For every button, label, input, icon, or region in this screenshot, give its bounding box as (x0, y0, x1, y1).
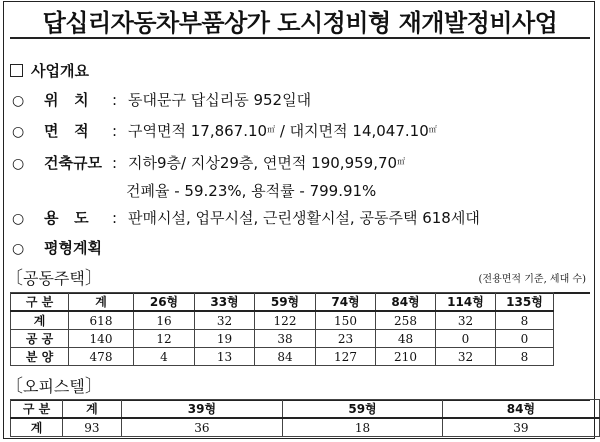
table-cell: 12 (134, 330, 195, 348)
location-value: 동대문구 답십리동 952일대 (128, 91, 312, 109)
table-cell: 13 (195, 348, 255, 366)
table-cell: 8 (496, 348, 554, 366)
site-area-value: 구역면적 17,867.10 (128, 122, 268, 140)
table-cell: 32 (195, 311, 255, 330)
overview-heading (10, 60, 89, 81)
table-cell: 4 (134, 348, 195, 366)
col-header: 구 분 (11, 293, 69, 312)
col-header: 계 (63, 400, 122, 419)
area-unit: ㎡ (267, 125, 276, 134)
col-header: 59형 (255, 293, 316, 312)
housing-heading-label: 공동주택 (23, 269, 85, 288)
officetel-heading (5, 372, 103, 398)
floors-value: 지하9층/ 지상29층, 연면적 190,959,70 (128, 154, 398, 172)
circle-bullet-icon: ○ (12, 211, 25, 227)
table-cell: 48 (376, 330, 436, 348)
info-scale (10, 152, 405, 173)
table-cell: 16 (134, 311, 195, 330)
circle-bullet-icon: ○ (12, 241, 25, 257)
col-header: 84형 (442, 400, 599, 419)
housing-heading (5, 264, 103, 290)
table-cell: 210 (376, 348, 436, 366)
table-cell: 23 (316, 330, 376, 348)
table-cell: 93 (63, 418, 122, 437)
row-header: 공 공 (11, 330, 69, 348)
table-cell: 32 (436, 311, 496, 330)
table-cell: 19 (195, 330, 255, 348)
table-cell: 0 (436, 330, 496, 348)
table-cell: 127 (316, 348, 376, 366)
col-header: 33형 (195, 293, 255, 312)
use-label: 용 도 (44, 209, 89, 227)
use-value: 판매시설, 업무시설, 근린생활시설, 공동주택 618세대 (128, 209, 480, 227)
circle-bullet-icon: ○ (12, 93, 25, 109)
circle-bullet-icon: ○ (12, 156, 25, 172)
table-cell: 258 (376, 311, 436, 330)
bracket-close: 〕 (84, 268, 103, 289)
col-header: 39형 (121, 400, 282, 419)
table-cell: 38 (255, 330, 316, 348)
colon: : (112, 91, 118, 109)
table-cell: 84 (255, 348, 316, 366)
row-header: 계 (11, 418, 63, 437)
page-title: 답십리자동차부품상가 도시정비형 재개발정비사업 (42, 9, 558, 37)
info-area (10, 120, 437, 141)
table-cell: 0 (496, 330, 554, 348)
title-divider (10, 37, 590, 39)
col-header: 74형 (316, 293, 376, 312)
housing-table (10, 292, 554, 366)
col-header: 135형 (496, 293, 554, 312)
officetel-header-row (11, 400, 600, 419)
officetel-heading-label: 오피스텔 (23, 377, 85, 396)
table-row (11, 330, 554, 348)
colon: : (112, 154, 118, 172)
area-label: 면 적 (44, 122, 89, 140)
area-unit: ㎡ (428, 125, 437, 134)
info-use (10, 207, 480, 228)
housing-header-row (11, 293, 554, 312)
col-header: 26형 (134, 293, 195, 312)
circle-bullet-icon: ○ (12, 124, 25, 140)
table-cell: 18 (283, 418, 443, 437)
scale-label: 건축규모 (44, 154, 102, 172)
land-area-value: / 대지면적 14,047.10 (275, 122, 429, 140)
area-unit: ㎡ (397, 157, 406, 166)
table-cell: 122 (255, 311, 316, 330)
table-cell: 32 (436, 348, 496, 366)
bracket-close: 〕 (84, 376, 103, 397)
col-header: 59형 (283, 400, 443, 419)
col-header: 계 (69, 293, 134, 312)
table-cell: 8 (496, 311, 554, 330)
table-cell: 478 (69, 348, 134, 366)
row-header: 계 (11, 311, 69, 330)
colon: : (112, 209, 118, 227)
bracket-open: 〔 (5, 376, 23, 397)
checkbox-icon (10, 64, 23, 77)
plan-label: 평형계획 (44, 239, 102, 257)
colon: : (112, 122, 118, 140)
info-location (10, 89, 311, 110)
overview-heading-label: 사업개요 (31, 62, 89, 80)
row-header: 분 양 (11, 348, 69, 366)
bracket-open: 〔 (5, 268, 23, 289)
col-header: 구 분 (11, 400, 63, 419)
officetel-table (10, 399, 600, 437)
ratio-line: 건폐율 - 59.23%, 용적률 - 799.91% (126, 182, 377, 200)
col-header: 84형 (376, 293, 436, 312)
col-header: 114형 (436, 293, 496, 312)
table-row (11, 348, 554, 366)
housing-note: (전용면적 기준, 세대 수) (478, 274, 586, 285)
table-cell: 36 (121, 418, 282, 437)
table-cell: 150 (316, 311, 376, 330)
info-plan (10, 237, 112, 258)
table-cell: 140 (69, 330, 134, 348)
table-row (11, 311, 554, 330)
table-cell: 39 (442, 418, 599, 437)
location-label: 위 치 (44, 91, 89, 109)
table-cell: 618 (69, 311, 134, 330)
table-row (11, 418, 600, 437)
